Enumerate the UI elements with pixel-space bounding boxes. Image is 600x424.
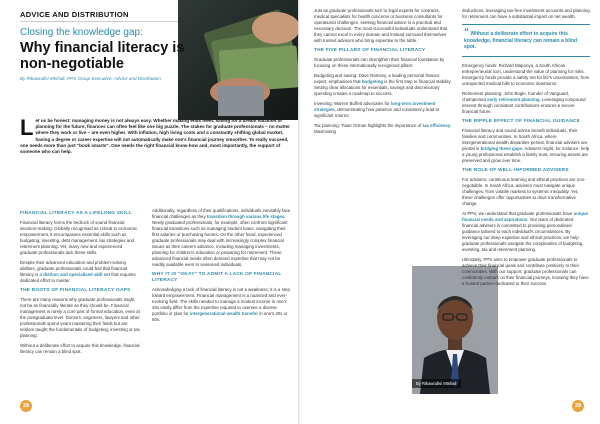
paragraph: Budgeting and saving: Dave Ramsey, a leading personal finance expert, emphasises that budgeting is the first step to financial stability. Setting clear allocations for essentials, savings and discretionary spending creates a roadmap to success.	[314, 73, 452, 96]
page-number-left: 28	[20, 400, 32, 412]
subheading-why-okay: WHY IT IS "OKAY" TO ADMIT A LACK OF FINANCIAL LITERACY	[152, 272, 282, 283]
paragraph: There are many reasons why graduate professionals might not be as financially literate as they should be. Financial management is rarely a core part of formal education, even at the postgraduate level. Doctors, engineers, lawyers and other professionals spend years mastering their fields but are seldom taught the fundamentals of budgeting, investing or tax planning.	[20, 297, 140, 338]
article-headline: Why financial literacy is non-negotiable	[20, 40, 185, 72]
paragraph: Graduate professionals can strengthen their financial foundation by focusing on these internationally recognised pillars:	[314, 57, 445, 68]
paragraph: Without a deliberate effort to acquire this knowledge, financial literacy can remain a blind spot.	[20, 343, 140, 354]
paragraph: Emergency funds: Richard Maponya, a South African entrepreneurial icon, understood the value of planning for risks. Emergency funds provide a safety net for life's uncertainties, from unexpected medical bills to economic downturns.	[462, 62, 590, 86]
drop-cap: L	[20, 115, 34, 140]
paragraph: Investing: Warren Buffett advocates for long-term investment strategies, demonstrating how patience and consistency lead to significant returns.	[314, 101, 440, 118]
subheading-roots-of-gaps: THE ROOTS OF FINANCIAL LITERACY GAPS	[20, 288, 131, 293]
left-column-1	[20, 208, 140, 359]
paragraph: Retirement planning: John Bogle, founder of Vanguard, championed early retirement planning. Leveraging compound interest through consistent contributions ensures a secure financial future.	[462, 90, 586, 114]
paragraph: Tax planning: Tiaan Orman highlights the importance of tax efficiency. Maximising	[314, 123, 452, 134]
left-column-2	[152, 208, 292, 327]
pull-quote	[462, 24, 590, 57]
subheading-role-of-advisers: THE ROLE OF WELL-INFORMED ADVISERS	[462, 167, 569, 173]
photo-caption: By Rikawodisi Mtshali	[412, 379, 461, 388]
intro-paragraph	[20, 115, 290, 155]
hero-photo-hands-counting-money	[178, 0, 300, 120]
paragraph: Financial literacy and sound advice benefit individuals, their families and communities. In South Africa, where intergenerational wealth disparities persist, financial advisers are pivotal in bridging these gaps. Advisers might, for instance, help a young professional establish a family trust, ensuring assets are preserved and grow over time.	[462, 127, 590, 163]
paragraph: Despite their advanced education and problem-solving abilities, graduate professionals could find that financial literacy is a distinct and specialised skill set that requires dedicated effort to master.	[20, 260, 136, 283]
paragraph: deductions, leveraging tax-free investment accounts and planning for retirement can have a substantial impact on net wealth.	[462, 8, 590, 19]
pull-quote-text: Without a deliberate effort to acquire this knowledge, financial literacy can remain a blind spot.	[464, 31, 578, 50]
paragraph: Ultimately, PPS aims to empower graduate professionals to achieve their financial goals and contribute positively to their communities. With our support, graduate professionals can confidently embark on their financial journeys, knowing they have a trusted partner dedicated to their success.	[462, 256, 589, 286]
page-number-right: 29	[572, 400, 584, 412]
quote-mark-icon: “	[464, 27, 469, 38]
intro-text: et us be honest: managing money is not always easy. Whether making ends meet, saving for a dream vacation or planning for the future, finances can often feel like one big puzzle. The stakes for graduate professionals – no matter where they work or live – are even higher. With inflation, high living costs and a constantly shifting global market, having a degree or career expertise will not automatically make one's financial journey smoother. To really succeed, one needs more than just "book smarts". One needs the right financial know-how and, most importantly, the support of someone who can help.	[20, 118, 290, 155]
subheading-lifelong-skill: FINANCIAL LITERACY AS A LIFELONG SKILL	[20, 211, 132, 216]
paragraph: Just as graduate professionals turn to legal experts for contracts, medical specialists for health concerns or business consultants for operational challenges, seeking financial advice is a practical and necessary decision. The most successful individuals understand that they cannot excel in every domain and instead surround themselves with trusted advisors who bring expertise to the table.	[314, 8, 448, 43]
right-page	[300, 0, 600, 424]
paragraph: For advisers, continuous learning and ethical practices are non-negotiable. In South Africa, advisers must navigate unique challenges, from volatile markets to systemic inequality. Yet, these challenges offer opportunities to drive transformative change.	[462, 176, 586, 206]
hero-illustration	[178, 0, 300, 120]
paragraph: At PPS, we understand that graduate professionals have unique financial needs and aspirations. Our team of dedicated financial advisers is committed to providing personalised guidance tailored to each individual's circumstances. By leveraging our deep expertise and ethical practices, we help graduate professionals navigate the complexities of budgeting, investing, tax and retirement planning.	[462, 210, 588, 252]
paragraph: Additionally, regardless of their qualifications, individuals inevitably face financial challenges as they transition through various life stages. Newly graduated professionals, for example, often confront significant financial transitions such as managing student loans, navigating their first salaries or purchasing homes. On the other hand, experienced graduate professionals may deal with increasingly complex financial issues as their careers advance, including managing investments, planning for children's education or preparing for retirement. These advanced financial needs often demand expertise that may not be readily available even to seasoned individuals.	[152, 208, 291, 267]
paragraph: Acknowledging a lack of financial literacy is not a weakness; it is a step toward empowerment. Financial management is a nuanced and ever-evolving field. The skills needed to manage a modest income in one's 20s vastly differ from the expertise required to oversee a diverse portfolio or plan for intergenerational wealth transfer in one's 40s or 50s.	[152, 287, 290, 322]
right-column-1	[314, 8, 452, 139]
subheading-five-pillars: THE FIVE PILLARS OF FINANCIAL LITERACY	[314, 48, 426, 53]
right-column-2	[462, 8, 590, 291]
subheading-ripple-effect: THE RIPPLE EFFECT OF FINANCIAL GUIDANCE	[462, 118, 581, 124]
article-kicker: Closing the knowledge gap:	[20, 27, 143, 38]
article-byline: By Rikawodisi Mtshali, PPS Group Executive: Advice and Distribution	[20, 76, 161, 81]
section-label: ADVICE AND DISTRIBUTION	[20, 10, 129, 19]
paragraph: Financial literacy forms the bedrock of sound financial decision-making. Globally recognised as critical to economic empowerment, it encompasses essential skills such as budgeting, investing, debt management, tax strategies and retirement planning. Yet, many new and experienced graduate professionals lack these skills.	[20, 220, 138, 255]
